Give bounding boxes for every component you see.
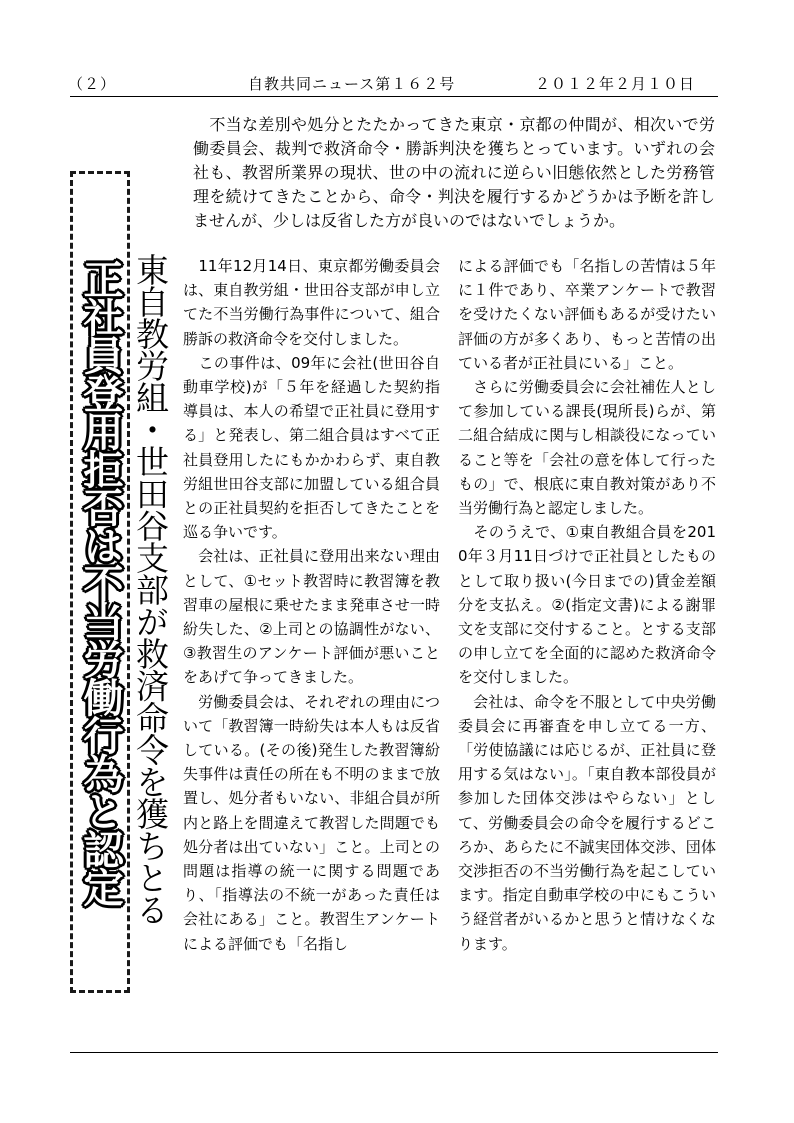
headline: 正社員登用拒否は不当労働行為と認定 <box>77 259 123 905</box>
paragraph: 会社は、命令を不服として中央労働委員会に再審査を申し立てる一方、「労使協議には応じるが、正社員に登用する気はない」。「東自教本部役員が参加した団体交渉はやらない」として、労働委員会の命令を履行するどころか、あらたに不誠実団体交渉、団体交渉拒否の不当労働行為を起こしています。指定自動車学校の中にもこういう経営者がいるかと思うと情けなくなります。 <box>458 692 716 953</box>
paragraph: 会社は、正社員に登用出来ない理由として、①セット教習時に教習簿を教習車の屋根に乗せたまま発車させ一時紛失した、②上司との協調性がない、③教習生のアンケート評価が悪いことをあげて争ってきました。 <box>183 547 440 687</box>
issue-date: ２０１２年２月１０日 <box>535 75 696 93</box>
paragraph: による評価でも「名指しの苦情は５年に１件であり、卒業アンケートで教習を受けたくない評価もあるが受けたい評価の方が多くあり、もっと苦情の出ている者が正社員にいる」こと。 <box>458 257 716 372</box>
paragraph: 労働委員会は、それぞれの理由について「教習簿一時紛失は本人もは反省している。(その後)発生した教習簿紛失事件は責任の所在も不明のままで放置し、処分者もいない、非組合員が所内と路上を間違えて教習した問題でも処分者は出ていない」こと。上司との問題は指導の統一に関する問題であり、「指導法の不統一があった責任は会社にある」こと。教習生アンケートによる評価でも「名指し <box>183 692 440 953</box>
headline-box <box>70 171 130 993</box>
intro-paragraph: 不当な差別や処分とたたかってきた東京・京都の仲間が、相次いで労働委員会、裁判で救済命令・勝訴判決を獲ちとっています。いずれの会社も、教習所業界の現状、世の中の流れに逆らい旧態依然とした労務管理を続けてきたことから、命令・判決を履行するかどうかは予断を許しませんが、少しは反省した方が良いのではないでしょうか。 <box>193 115 715 230</box>
paragraph: さらに労働委員会に会社補佐人として参加している課長(現所長)らが、第二組合結成に関与し相談役になっていること等を「会社の意を体して行ったもの」で、根底に東自教対策があり不当労働行為と認定しました。 <box>458 378 716 518</box>
subheadline: 東自教労組・世田谷支部が救済命令を獲ちとる <box>131 253 170 925</box>
article-column-1 <box>183 254 440 1044</box>
page-number: （２） <box>68 75 117 93</box>
article-column-2 <box>458 254 716 1044</box>
paragraph: 11年12月14日、東京都労働委員会は、東自教労組・世田谷支部が申し立てた不当労働行為事件について、組合勝訴の救済命令を交付しました。 <box>183 257 440 348</box>
newsletter-title: 自教共同ニュース第１６２号 <box>248 75 456 93</box>
paragraph: この事件は、09年に会社(世田谷自動車学校)が「５年を経過した契約指導員は、本人の希望で正社員に登用する」と発表し、第二組合員はすべて正社員登用したにもかかわらず、東自教労組世田谷支部に加盟している組合員との正社員契約を拒否してきたことを巡る争いです。 <box>183 353 440 542</box>
footer-rule <box>70 1052 718 1053</box>
paragraph: そのうえで、①東自教組合員を2010年３月11日づけで正社員としたものとして取り扱い(今日までの)賃金差額分を支払え。②(指定文書)による謝罪文を支部に交付すること。とする支部の申し立てを全面的に認めた救済命令を交付しました。 <box>458 523 716 687</box>
header-rule <box>70 96 718 97</box>
